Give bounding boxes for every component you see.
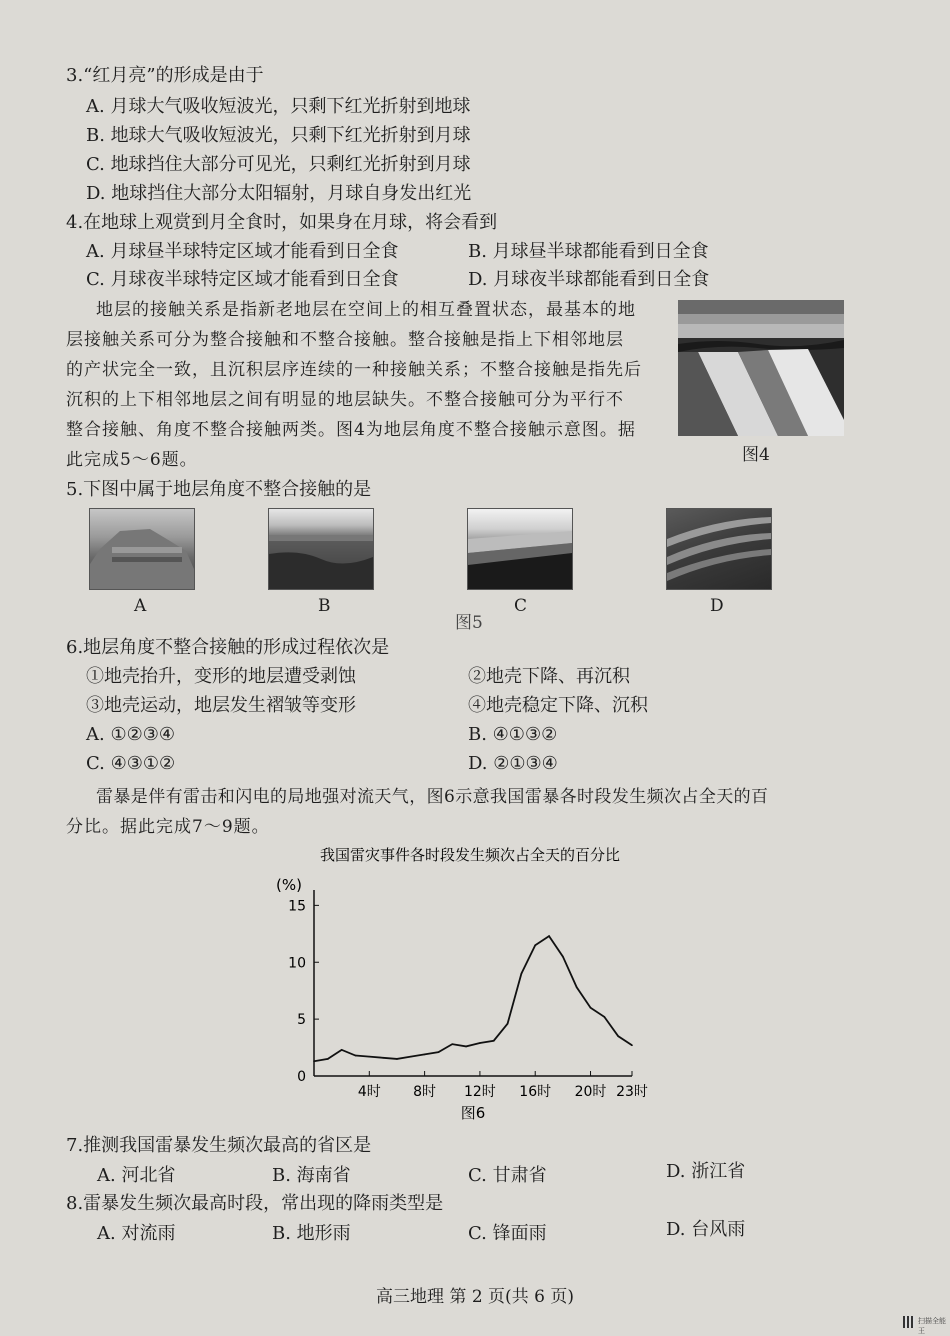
photo-b-rim xyxy=(269,535,373,541)
page-footer: 高三地理 第 2 页(共 6 页) xyxy=(376,1287,574,1307)
y-tick-label-10: 10 xyxy=(288,955,306,972)
data-point-22 xyxy=(617,1035,619,1037)
passage1-line-2: 层接触关系可分为整合接触和不整合接触。整合接触是指上下相邻地层 xyxy=(66,330,624,350)
data-point-14 xyxy=(507,1023,509,1025)
data-point-19 xyxy=(576,986,578,988)
q8-stem: 8.雷暴发生频次最高时段，常出现的降雨类型是 xyxy=(66,1193,444,1214)
y-tick-label-15: 15 xyxy=(288,898,306,915)
data-point-20 xyxy=(590,1007,592,1009)
data-point-6 xyxy=(396,1058,398,1060)
photo-a-stratum xyxy=(112,547,182,553)
chart-ticks xyxy=(288,898,648,1100)
q8-option-b: B. 地形雨 xyxy=(272,1223,351,1244)
q3-option-a: A. 月球大气吸收短波光，只剩下红光折射到地球 xyxy=(86,96,471,117)
q6-step-1: ①地壳抬升，变形的地层遭受剥蚀 xyxy=(86,666,356,687)
q3-option-d: D. 地球挡住大部分太阳辐射，月球自身发出红光 xyxy=(86,183,472,204)
data-point-11 xyxy=(465,1046,467,1048)
passage2-line-2: 分比。据此完成7～9题。 xyxy=(66,817,270,837)
data-point-10 xyxy=(451,1043,453,1045)
chart-caption: 图6 xyxy=(460,1104,486,1122)
data-point-2 xyxy=(341,1049,343,1051)
q7-option-d: D. 浙江省 xyxy=(666,1161,746,1182)
q6-option-b: B. ④①③② xyxy=(468,724,558,745)
data-point-23 xyxy=(631,1044,633,1046)
figure-4-unconformity-diagram xyxy=(678,300,844,436)
photo-a-stratum-2 xyxy=(112,557,182,562)
x-tick-label-8: 8时 xyxy=(413,1084,437,1100)
passage1-line-4: 沉积的上下相邻地层之间有明显的地层缺失。不整合接触可分为平行不 xyxy=(66,390,624,410)
fig4-top-layer xyxy=(678,300,844,314)
figure-4-svg xyxy=(678,300,844,436)
q5-photo-c-svg xyxy=(468,509,572,589)
passage1-line-3: 的产状完全一致，且沉积层序连续的一种接触关系；不整合接触是指先后 xyxy=(66,360,642,380)
data-point-21 xyxy=(604,1016,606,1018)
y-tick-label-5: 5 xyxy=(297,1012,306,1029)
data-point-8 xyxy=(424,1054,426,1056)
chart-series-line xyxy=(314,936,632,1061)
q6-stem: 6.地层角度不整合接触的形成过程依次是 xyxy=(66,637,390,658)
q4-stem: 4.在地球上观赏到月全食时，如果身在月球，将会看到 xyxy=(66,212,498,233)
q4-option-c: C. 月球夜半球特定区域才能看到日全食 xyxy=(86,269,399,290)
q7-option-a: A. 河北省 xyxy=(97,1165,176,1186)
passage1-line-1: 地层的接触关系是指新老地层在空间上的相互叠置状态，最基本的地 xyxy=(96,300,636,320)
data-point-7 xyxy=(410,1056,412,1058)
q5-stem: 5.下图中属于地层角度不整合接触的是 xyxy=(66,479,372,500)
x-tick-label-12: 12时 xyxy=(463,1084,496,1100)
photo-b-canyon xyxy=(269,552,373,589)
data-point-3 xyxy=(355,1055,357,1057)
q3-stem: 3.“红月亮”的形成是由于 xyxy=(66,65,264,86)
data-point-0 xyxy=(313,1060,315,1062)
q5-photo-c xyxy=(467,508,573,590)
passage1-line-5: 整合接触、角度不整合接触两类。图4为地层角度不整合接触示意图。据 xyxy=(66,420,636,440)
passage2-line-1: 雷暴是伴有雷击和闪电的局地强对流天气，图6示意我国雷暴各时段发生频次占全天的百 xyxy=(96,787,769,807)
q5-photo-a xyxy=(89,508,195,590)
q8-option-c: C. 锋面雨 xyxy=(468,1223,547,1244)
q7-stem: 7.推测我国雷暴发生频次最高的省区是 xyxy=(66,1135,372,1156)
q5-photo-a-svg xyxy=(90,509,194,589)
q7-option-b: B. 海南省 xyxy=(272,1165,351,1186)
q6-option-a: A. ①②③④ xyxy=(86,724,175,745)
q5-photo-b-svg xyxy=(269,509,373,589)
figure-4-caption: 图4 xyxy=(742,445,770,465)
q4-option-b: B. 月球昼半球都能看到日全食 xyxy=(468,241,709,262)
q3-option-b: B. 地球大气吸收短波光，只剩下红光折射到月球 xyxy=(86,125,471,146)
figure-6-line-chart xyxy=(270,840,690,1130)
x-tick-label-23: 23时 xyxy=(616,1084,648,1100)
x-tick-label-4: 4时 xyxy=(357,1084,381,1100)
x-tick-label-16: 16时 xyxy=(519,1084,552,1100)
x-tick-label-20: 20时 xyxy=(574,1084,607,1100)
passage1-line-6: 此完成5～6题。 xyxy=(66,450,198,470)
q8-option-a: A. 对流雨 xyxy=(97,1223,176,1244)
data-point-5 xyxy=(382,1057,384,1059)
data-point-17 xyxy=(548,935,550,937)
q6-option-c: C. ④③①② xyxy=(86,753,176,774)
q8-option-d: D. 台风雨 xyxy=(666,1219,746,1240)
q6-option-d: D. ②①③④ xyxy=(468,753,558,774)
chart-title: 我国雷灾事件各时段发生频次占全天的百分比 xyxy=(319,846,621,864)
q6-step-3: ③地壳运动，地层发生褶皱等变形 xyxy=(86,695,356,716)
q5-label-d: D xyxy=(710,596,724,616)
fig4-layer-3 xyxy=(678,324,844,338)
q4-option-a: A. 月球昼半球特定区域才能看到日全食 xyxy=(86,241,399,262)
data-point-1 xyxy=(327,1058,329,1060)
data-point-9 xyxy=(438,1051,440,1053)
q5-photo-d-svg xyxy=(667,509,771,589)
q5-photo-d xyxy=(666,508,772,590)
q3-option-c: C. 地球挡住大部分可见光，只剩红光折射到月球 xyxy=(86,154,471,175)
q6-step-2: ②地壳下降、再沉积 xyxy=(468,666,630,687)
q5-label-b: B xyxy=(318,596,331,616)
q4-option-d: D. 月球夜半球都能看到日全食 xyxy=(468,269,710,290)
scanner-watermark: 扫描全能王 xyxy=(918,1317,946,1335)
q5-label-c: C xyxy=(514,596,528,616)
data-point-15 xyxy=(521,973,523,975)
scanner-qr-icon xyxy=(903,1316,915,1328)
bleedthrough-caption: 图5 xyxy=(455,613,483,633)
data-point-16 xyxy=(534,944,536,946)
fig4-layer-2 xyxy=(678,314,844,324)
q5-photo-b xyxy=(268,508,374,590)
data-point-12 xyxy=(479,1042,481,1044)
q7-option-c: C. 甘肃省 xyxy=(468,1165,547,1186)
chart-y-axis-label: (%) xyxy=(276,876,302,894)
y-tick-label-0: 0 xyxy=(297,1069,306,1085)
data-point-18 xyxy=(562,956,564,958)
data-point-13 xyxy=(493,1040,495,1042)
q6-step-4: ④地壳稳定下降、沉积 xyxy=(468,695,648,716)
q5-label-a: A xyxy=(134,596,147,616)
data-point-4 xyxy=(369,1056,371,1058)
